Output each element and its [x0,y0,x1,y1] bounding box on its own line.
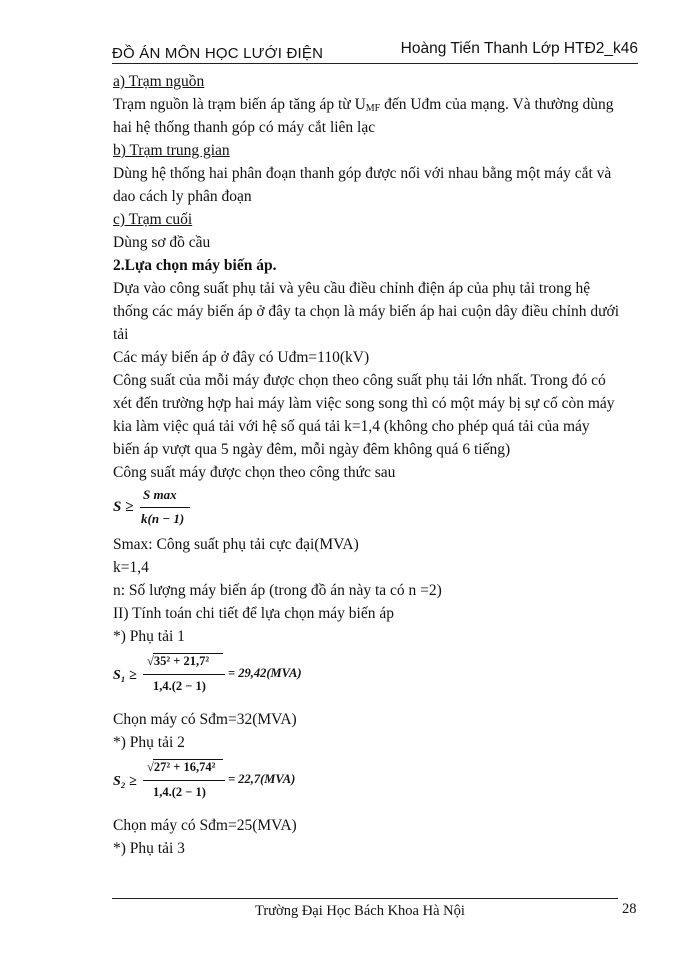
fraction-bar [143,780,225,781]
section-heading: 2.Lựa chọn máy biến áp. [113,257,277,274]
formula-denominator: 1,4.(2 − 1) [153,785,206,799]
formula-lhs: S₁ ≥ [113,668,137,683]
header-divider [112,63,638,64]
header-author: Hoàng Tiến Thanh Lớp HTĐ2_k46 [400,40,638,57]
paragraph-line: Dựa vào công suất phụ tải và yêu cầu điều chỉnh điện áp của phụ tải trong hệ [113,280,591,297]
fraction-bar [140,507,190,508]
heading-source-station: a) Trạm nguồn [113,73,205,90]
sqrt-overline [153,759,223,760]
paragraph-line: *) Phụ tải 2 [113,734,185,751]
paragraph-line: Smax: Công suất phụ tải cực đại(MVA) [113,536,359,553]
paragraph-line: Công suất máy được chọn theo công thức sau [113,464,396,481]
sqrt-overline [153,653,223,654]
formula-lhs: S ≥ [113,499,134,515]
paragraph-line: xét đến trường hợp hai máy làm việc song song thì có một máy bị sự cố còn máy [113,395,615,412]
formula-numerator: S max [143,487,177,502]
paragraph-line: *) Phụ tải 1 [113,628,185,645]
header-course-title: ĐỒ ÁN MÔN HỌC LƯỚI ĐIỆN [112,45,324,62]
paragraph-line: Trạm nguồn là trạm biến áp tăng áp từ $U_{MF}$ đến Uđm của mạng. Và thường dùng [113,96,614,114]
paragraph-line: Dùng sơ đồ cầu [113,234,211,251]
heading-intermediate-station: b) Trạm trung gian [113,142,230,159]
paragraph-line: II) Tính toán chi tiết để lựa chọn máy biến áp [113,605,394,622]
footer-university: Trường Đại Học Bách Khoa Hà Nội [255,903,465,919]
formula-load-1 [113,652,643,708]
fraction-bar [143,674,225,675]
formula-denominator: k(n − 1) [141,511,185,526]
paragraph-line: thống các máy biến áp ở đây ta chọn là máy biến áp hai cuộn dây điều chỉnh dưới [113,303,619,320]
page-number: 28 [622,901,637,917]
formula-numerator: √35² + 21,7² [147,654,210,668]
formula-load-2 [113,758,643,814]
paragraph-line: Chọn máy có Sđm=32(MVA) [113,711,297,728]
formula-lhs: S₂ ≥ [113,774,137,789]
formula-denominator: 1,4.(2 − 1) [153,679,206,693]
paragraph-line: Chọn máy có Sđm=25(MVA) [113,817,297,834]
formula-result: = 29,42(MVA) [228,666,302,680]
formula-transformer-capacity [113,487,643,533]
formula-numerator: √27² + 16,74² [147,760,216,774]
heading-terminal-station: c) Trạm cuối [113,211,193,228]
paragraph-line: *) Phụ tải 3 [113,840,185,857]
paragraph-line: n: Số lượng máy biến áp (trong đồ án này ta có n =2) [113,582,442,599]
paragraph-line: k=1,4 [113,559,149,576]
paragraph-line: tải [113,326,129,343]
paragraph-line: biến áp vượt qua 5 ngày đêm, mỗi ngày đêm không quá 6 tiếng) [113,441,511,458]
footer-divider [112,898,618,899]
paragraph-line: Dùng hệ thống hai phân đoạn thanh góp được nối với nhau bằng một máy cắt và [113,165,612,182]
paragraph-line: hai hệ thống thanh góp có máy cắt liên lạc [113,119,376,136]
paragraph-line: kia làm việc quá tải với hệ số quá tải k=1,4 (không cho phép quá tải của máy [113,418,590,435]
page-content [113,70,643,860]
formula-result: = 22,7(MVA) [228,772,296,786]
paragraph-line: Công suất của mỗi máy được chọn theo công suất phụ tải lớn nhất. Trong đó có [113,372,606,389]
paragraph-line: dao cách ly phân đoạn [113,188,252,205]
paragraph-line: Các máy biến áp ở đây có Uđm=110(kV) [113,349,370,366]
